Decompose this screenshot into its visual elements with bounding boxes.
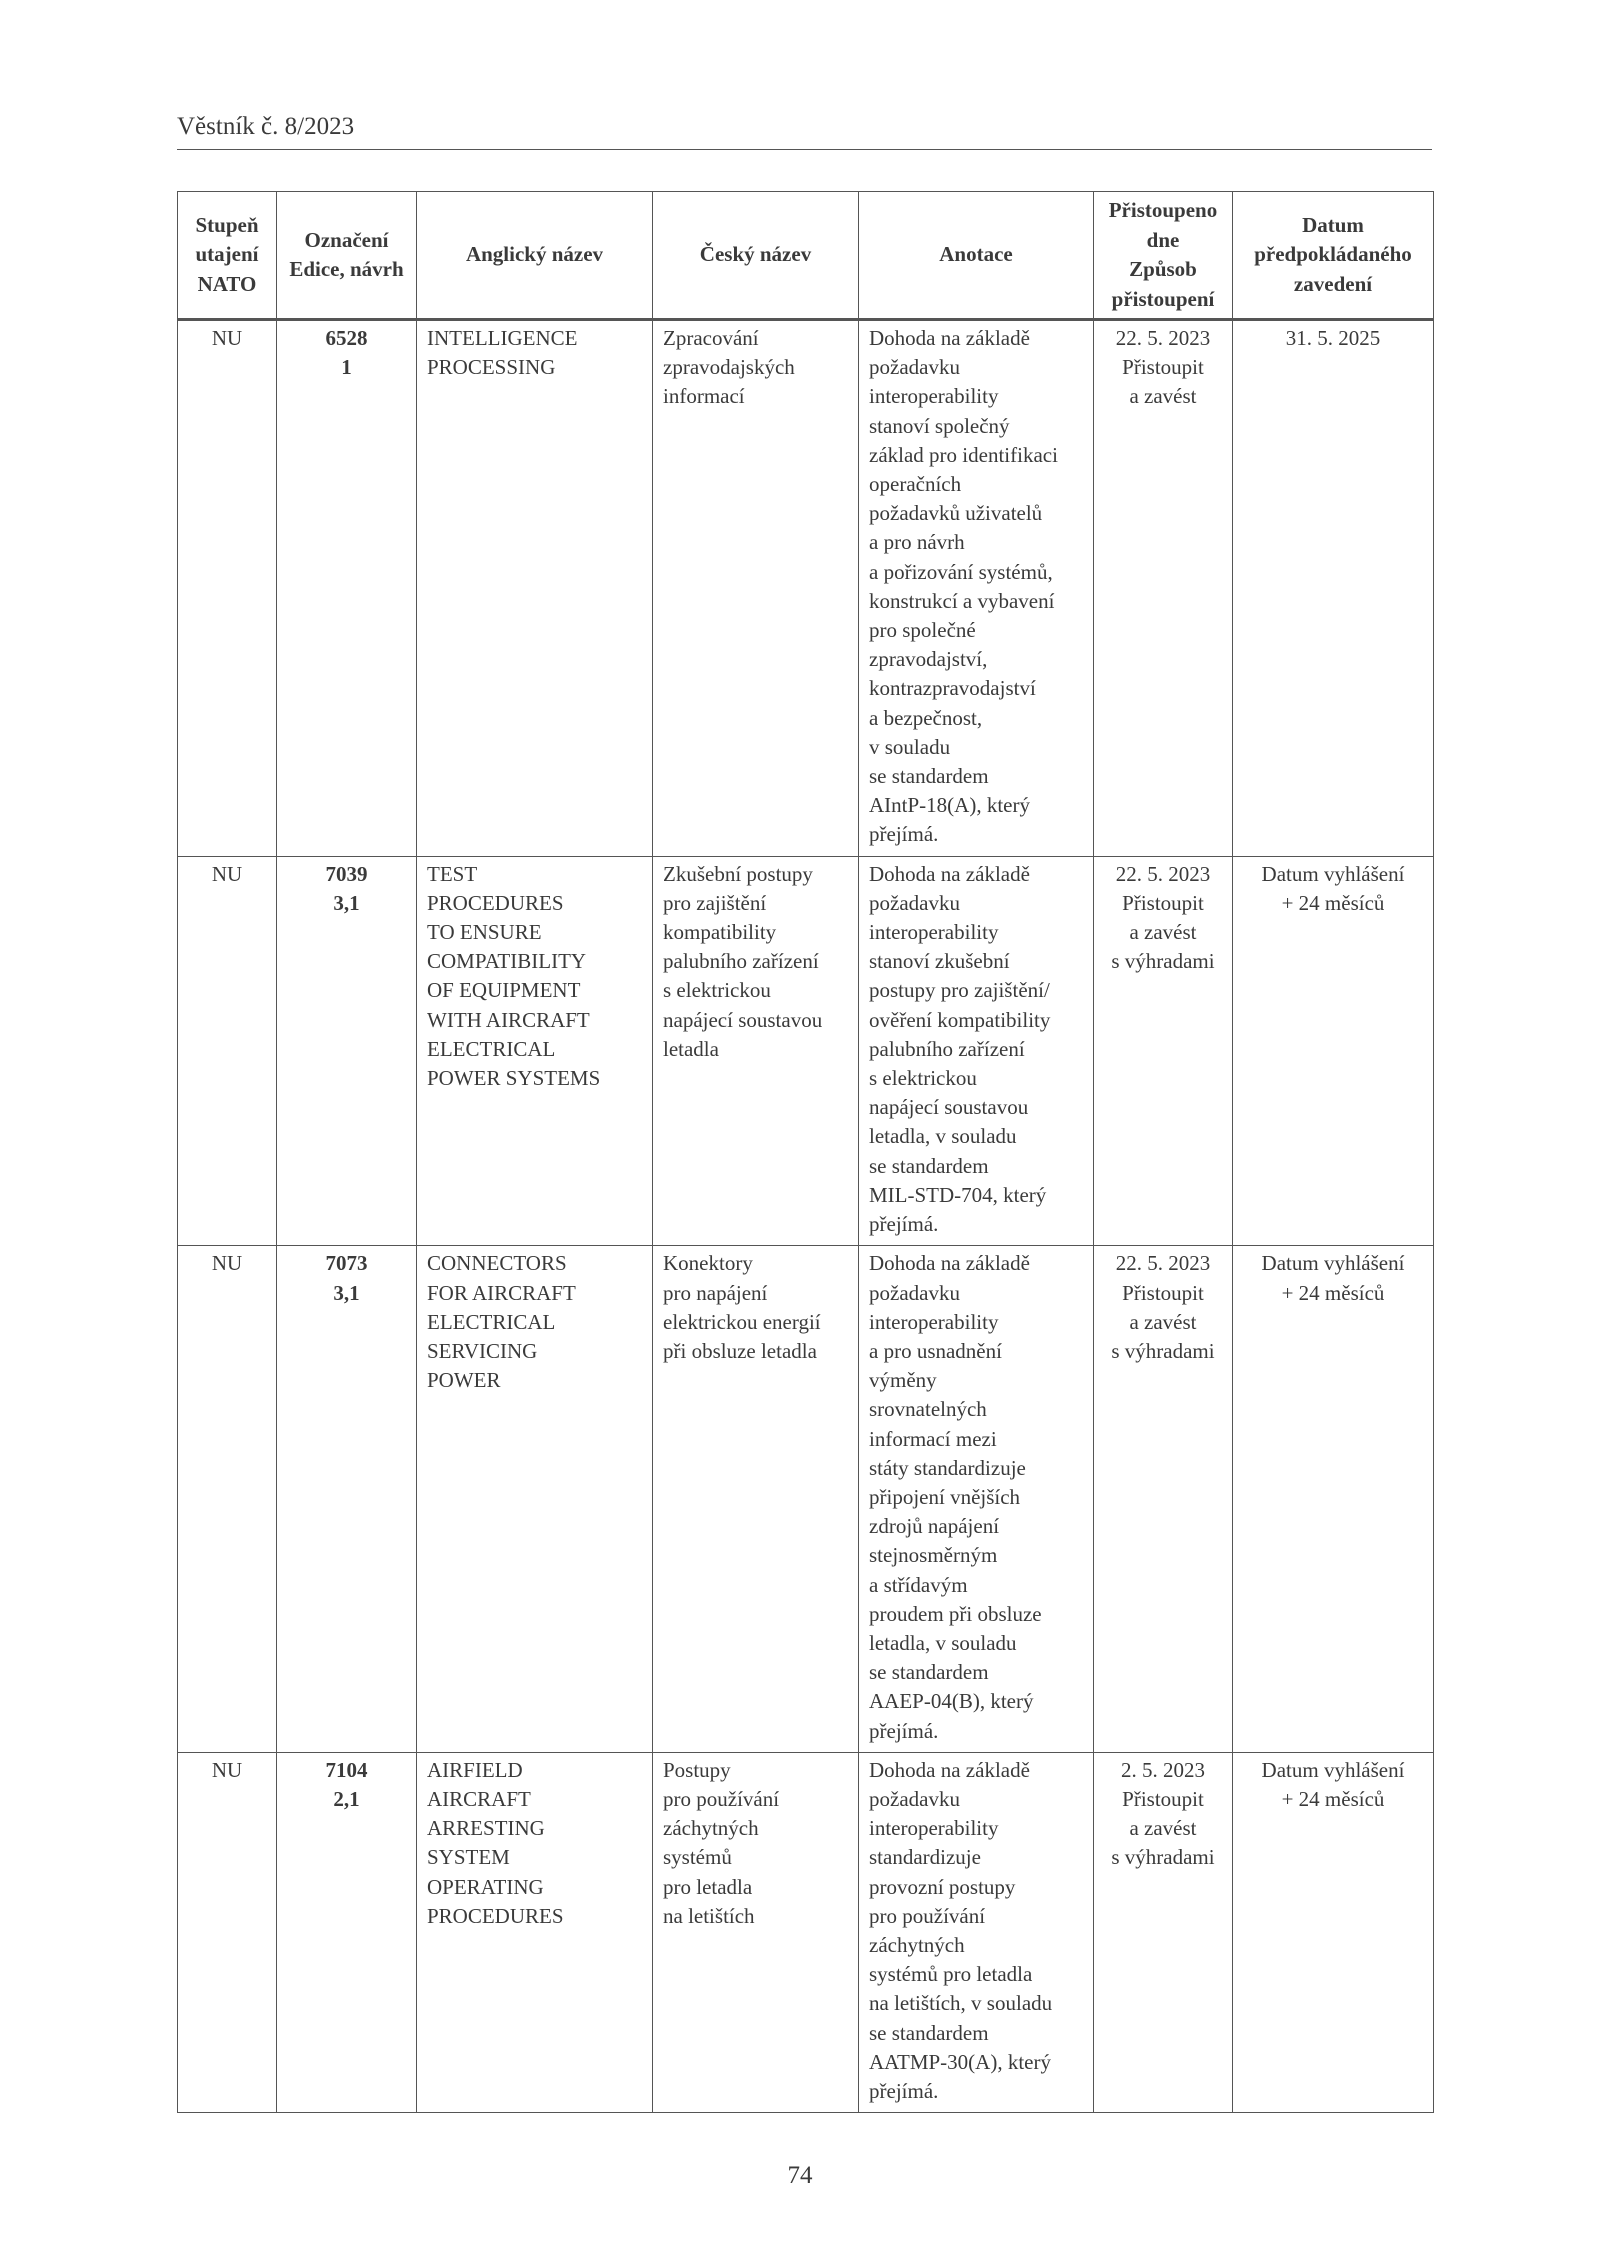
cell-line: Datum vyhlášení <box>1261 1757 1405 1782</box>
table-row <box>178 856 1434 1246</box>
cell-line: zdrojů napájení <box>869 1514 1000 1539</box>
cell-line: Konektory <box>663 1251 753 1276</box>
cell-line: ELECTRICAL <box>427 1309 556 1334</box>
cell-line: konstrukcí a vybavení <box>869 588 1055 613</box>
cell-line: a zavést <box>1129 920 1197 945</box>
english-title-cell <box>417 856 653 1246</box>
cell-line: letadla, v souladu <box>869 1124 1017 1149</box>
cell-line: interoperability <box>869 1309 999 1334</box>
cell-line: 2. 5. 2023 <box>1121 1757 1205 1782</box>
cell-line: zpravodajství, <box>869 647 988 672</box>
cell-line: požadavku <box>869 890 960 915</box>
czech-title-cell <box>653 856 859 1246</box>
cell-line: Přistoupit <box>1122 1280 1204 1305</box>
cell-line: 2,1 <box>333 1786 360 1811</box>
column-header-line: Stupeň <box>195 212 259 237</box>
classification-cell <box>178 320 277 857</box>
column-header-line: Označení <box>304 227 389 252</box>
accession-cell <box>1094 1752 1233 2112</box>
cell-line: ARRESTING <box>427 1816 545 1841</box>
column-header-line: Anglický název <box>465 242 604 267</box>
cell-line: INTELLIGENCE <box>427 326 578 350</box>
table-body <box>178 320 1434 2113</box>
czech-title-cell <box>653 320 859 857</box>
table-header <box>178 192 1434 320</box>
cell-line: se standardem <box>869 764 989 789</box>
annotation-cell <box>859 1246 1094 1752</box>
cell-line: Dohoda na základě <box>869 861 1030 886</box>
column-header-line: Datum <box>1302 212 1364 237</box>
cell-line: informací mezi <box>869 1426 997 1451</box>
column-header-line: Způsob <box>1129 257 1197 281</box>
cell-line: NU <box>211 1251 243 1276</box>
implementation-date-cell <box>1233 856 1434 1246</box>
cell-line: a zavést <box>1129 384 1197 409</box>
cell-line: Zkušební postupy <box>663 861 813 886</box>
cell-line: letadla, v souladu <box>869 1630 1017 1655</box>
cell-line: ověření kompatibility <box>869 1007 1051 1032</box>
cell-line: interoperability <box>869 1816 999 1841</box>
english-title-cell <box>417 1246 653 1752</box>
cell-line: Zpracování <box>663 326 759 350</box>
cell-line: 22. 5. 2023 <box>1115 1251 1211 1276</box>
cell-line: zpravodajských <box>663 355 795 380</box>
english-title-cell <box>417 320 653 857</box>
cell-line: SYSTEM <box>427 1845 510 1870</box>
cell-line: požadavku <box>869 1280 960 1305</box>
cell-line: WITH AIRCRAFT <box>427 1007 590 1032</box>
cell-line: 7104 <box>325 1757 368 1782</box>
accession-cell <box>1094 1246 1233 1752</box>
cell-line: přejímá. <box>869 1718 939 1743</box>
cell-line: se standardem <box>869 2020 989 2045</box>
cell-line: systémů pro letadla <box>869 1962 1033 1987</box>
cell-line: záchytných <box>663 1816 759 1841</box>
cell-line: + 24 měsíců <box>1281 1280 1385 1305</box>
cell-line: a střídavým <box>869 1572 968 1597</box>
table-row <box>178 1752 1434 2112</box>
cell-line: TEST <box>427 861 478 886</box>
cell-line: AIntP-18(A), který <box>869 793 1030 818</box>
cell-line: Přistoupit <box>1122 1786 1204 1811</box>
cell-line: přejímá. <box>869 2078 939 2103</box>
cell-line: a pro návrh <box>869 530 965 555</box>
page-number: 74 <box>787 2162 813 2189</box>
cell-line: s výhradami <box>1111 949 1215 974</box>
cell-line: přejímá. <box>869 1212 939 1237</box>
designation-cell <box>277 1246 417 1752</box>
annotation-cell <box>859 1752 1094 2112</box>
cell-line: + 24 měsíců <box>1281 890 1385 915</box>
cell-line: PROCEDURES <box>427 1903 564 1928</box>
cell-line: státy standardizuje <box>869 1455 1026 1480</box>
page-header <box>177 113 1432 150</box>
column-header-annotation <box>859 192 1094 320</box>
column-header-czech-title <box>653 192 859 320</box>
cell-line: se standardem <box>869 1153 989 1178</box>
cell-line: s výhradami <box>1111 1338 1215 1363</box>
cell-line: stejnosměrným <box>869 1543 998 1568</box>
cell-line: s elektrickou <box>869 1066 977 1091</box>
cell-line: napájecí soustavou <box>663 1007 823 1032</box>
cell-line: kompatibility <box>663 920 777 945</box>
english-title-cell <box>417 1752 653 2112</box>
cell-line: pro letadla <box>663 1874 753 1899</box>
cell-line: FOR AIRCRAFT <box>427 1280 576 1305</box>
cell-line: CONNECTORS <box>427 1251 567 1276</box>
column-header-line: dne <box>1146 227 1180 252</box>
cell-line: AATMP-30(A), který <box>869 2049 1051 2074</box>
cell-line: NU <box>211 1757 243 1782</box>
cell-line: elektrickou energií <box>663 1309 821 1334</box>
cell-line: Datum vyhlášení <box>1261 861 1405 886</box>
annotation-cell <box>859 320 1094 857</box>
cell-line: požadavku <box>869 1786 960 1811</box>
cell-line: operačních <box>869 472 962 497</box>
accession-cell <box>1094 856 1233 1246</box>
column-header-line: zavedení <box>1293 271 1373 296</box>
cell-line: požadavků uživatelů <box>869 501 1043 526</box>
cell-line: AAEP-04(B), který <box>869 1689 1034 1714</box>
cell-line: základ pro identifikaci <box>869 442 1058 467</box>
cell-line: při obsluze letadla <box>663 1338 817 1363</box>
cell-line: COMPATIBILITY <box>427 949 587 974</box>
annotation-cell <box>859 856 1094 1246</box>
cell-line: pro používání <box>663 1786 780 1811</box>
cell-line: MIL-STD-704, který <box>869 1182 1047 1207</box>
stanag-table <box>177 191 1434 2113</box>
cell-line: a bezpečnost, <box>869 705 983 730</box>
cell-line: pro používání <box>869 1903 986 1928</box>
cell-line: interoperability <box>869 920 999 945</box>
column-header-english-title <box>417 192 653 320</box>
cell-line: záchytných <box>869 1932 965 1957</box>
cell-line: SERVICING <box>427 1338 538 1363</box>
cell-line: POWER <box>427 1368 501 1393</box>
cell-line: Přistoupit <box>1122 355 1204 380</box>
cell-line: NU <box>211 861 243 886</box>
column-header-line: předpokládaného <box>1254 242 1412 267</box>
column-header-line: Přistoupeno <box>1108 198 1218 222</box>
cell-line: s výhradami <box>1111 1845 1215 1870</box>
cell-line: a pořizování systémů, <box>869 559 1053 584</box>
cell-line: kontrazpravodajství <box>869 676 1036 701</box>
cell-line: + 24 měsíců <box>1281 1786 1385 1811</box>
cell-line: PROCESSING <box>427 355 556 380</box>
cell-line: se standardem <box>869 1660 989 1685</box>
cell-line: na letištích <box>663 1903 755 1928</box>
czech-title-cell <box>653 1752 859 2112</box>
cell-line: a zavést <box>1129 1309 1197 1334</box>
cell-line: Přistoupit <box>1122 890 1204 915</box>
column-header-classification <box>178 192 277 320</box>
cell-line: AIRFIELD <box>427 1757 523 1782</box>
column-header-implementation-date <box>1233 192 1434 320</box>
cell-line: stanoví společný <box>869 413 1010 438</box>
cell-line: Dohoda na základě <box>869 1757 1030 1782</box>
cell-line: 1 <box>341 355 352 380</box>
cell-line: PROCEDURES <box>427 890 564 915</box>
cell-line: pro společné <box>869 618 976 643</box>
cell-line: Postupy <box>663 1757 731 1782</box>
cell-line: a zavést <box>1129 1816 1197 1841</box>
column-header-line: Anotace <box>939 242 1013 267</box>
czech-title-cell <box>653 1246 859 1752</box>
cell-line: 3,1 <box>333 890 360 915</box>
column-header-line: Český název <box>699 242 812 267</box>
designation-cell <box>277 1752 417 2112</box>
cell-line: 31. 5. 2025 <box>1285 326 1381 350</box>
cell-line: OPERATING <box>427 1874 544 1899</box>
cell-line: 22. 5. 2023 <box>1115 326 1211 350</box>
column-header-line: NATO <box>197 271 257 296</box>
cell-line: AIRCRAFT <box>427 1786 531 1811</box>
designation-cell <box>277 320 417 857</box>
cell-line: s elektrickou <box>663 978 771 1003</box>
cell-line: OF EQUIPMENT <box>427 978 581 1003</box>
cell-line: palubního zařízení <box>663 949 819 974</box>
cell-line: informací <box>663 384 745 409</box>
cell-line: interoperability <box>869 384 999 409</box>
cell-line: 7039 <box>325 861 368 886</box>
cell-line: systémů <box>663 1845 732 1870</box>
implementation-date-cell <box>1233 320 1434 857</box>
cell-line: výměny <box>869 1368 937 1393</box>
cell-line: pro zajištění <box>663 890 767 915</box>
cell-line: 6528 <box>325 326 368 350</box>
cell-line: a pro usnadnění <box>869 1338 1002 1363</box>
cell-line: srovnatelných <box>869 1397 987 1422</box>
cell-line: stanoví zkušební <box>869 949 1010 974</box>
cell-line: 3,1 <box>333 1280 360 1305</box>
table-row <box>178 320 1434 857</box>
cell-line: proudem při obsluze <box>869 1601 1042 1626</box>
cell-line: ELECTRICAL <box>427 1036 556 1061</box>
cell-line: požadavku <box>869 355 960 380</box>
cell-line: POWER SYSTEMS <box>427 1066 601 1091</box>
implementation-date-cell <box>1233 1246 1434 1752</box>
cell-line: 22. 5. 2023 <box>1115 861 1211 886</box>
cell-line: palubního zařízení <box>869 1036 1025 1061</box>
classification-cell <box>178 856 277 1246</box>
cell-line: v souladu <box>869 734 951 759</box>
cell-line: 7073 <box>325 1251 368 1276</box>
cell-line: napájecí soustavou <box>869 1095 1029 1120</box>
cell-line: postupy pro zajištění/ <box>869 978 1050 1003</box>
cell-line: na letištích, v souladu <box>869 1991 1053 2016</box>
column-header-designation <box>277 192 417 320</box>
designation-cell <box>277 856 417 1246</box>
cell-line: TO ENSURE <box>427 920 542 945</box>
header-row <box>178 192 1434 320</box>
column-header-line: přistoupení <box>1111 286 1215 311</box>
cell-line: provozní postupy <box>869 1874 1016 1899</box>
cell-line: standardizuje <box>869 1845 981 1870</box>
table-row <box>178 1246 1434 1752</box>
bulletin-title: Věstník č. 8/2023 <box>177 113 355 140</box>
classification-cell <box>178 1752 277 2112</box>
column-header-line: utajení <box>195 242 259 267</box>
cell-line: připojení vnějších <box>869 1484 1021 1509</box>
implementation-date-cell <box>1233 1752 1434 2112</box>
cell-line: letadla <box>663 1036 719 1061</box>
column-header-accession <box>1094 192 1233 320</box>
cell-line: pro napájení <box>663 1280 768 1305</box>
cell-line: Dohoda na základě <box>869 1251 1030 1276</box>
accession-cell <box>1094 320 1233 857</box>
cell-line: přejímá. <box>869 822 939 847</box>
column-header-line: Edice, návrh <box>289 257 404 281</box>
classification-cell <box>178 1246 277 1752</box>
cell-line: NU <box>211 326 243 350</box>
cell-line: Datum vyhlášení <box>1261 1251 1405 1276</box>
cell-line: Dohoda na základě <box>869 326 1030 350</box>
